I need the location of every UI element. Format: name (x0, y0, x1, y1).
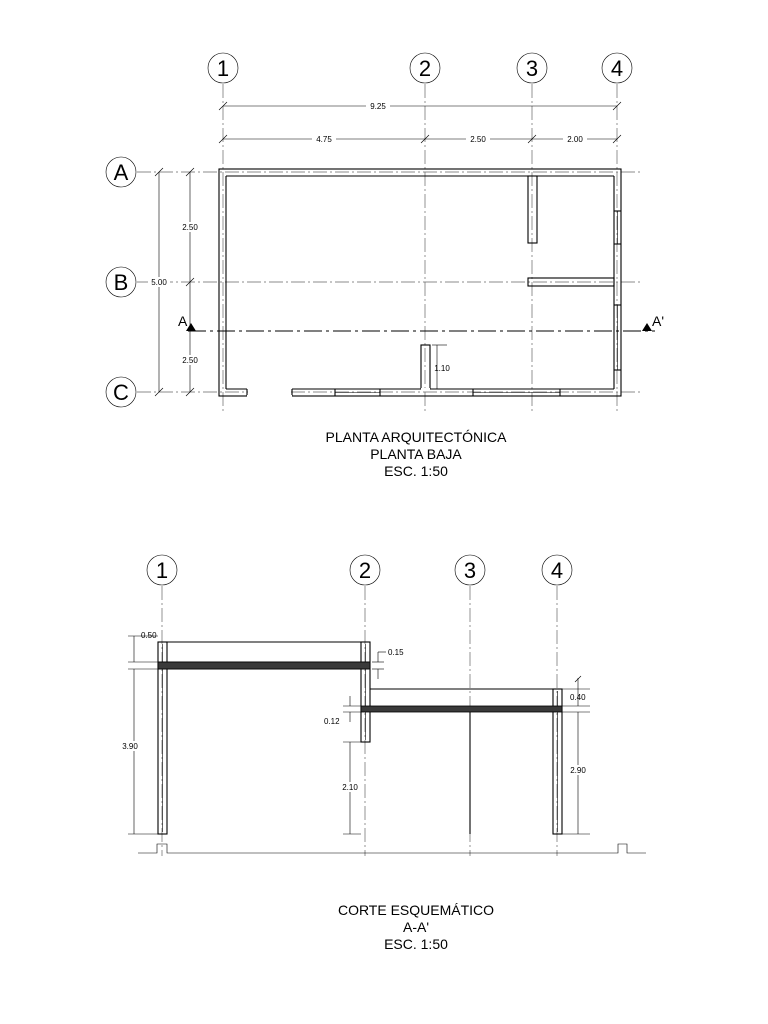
dim-bay-2-3: 2.50 (470, 135, 486, 144)
plan-axis-2-label: 2 (418, 56, 432, 81)
dim-bay-1-2: 4.75 (316, 135, 332, 144)
section-dim-door (339, 742, 361, 834)
plan-axis-2 (410, 53, 440, 83)
plan-caption-scale: ESC. 1:50 (384, 463, 448, 479)
section-dim-parapet-right (562, 676, 590, 706)
section-caption-scale: ESC. 1:50 (384, 936, 448, 952)
dim-wall-stub: 1.10 (434, 364, 450, 373)
section-arrow-left (186, 323, 196, 331)
dim-total-x: 9.25 (370, 102, 386, 111)
section-axis-1 (147, 555, 177, 585)
section-axis-1-label: 1 (155, 558, 169, 583)
dim-slab-right: 0.12 (324, 717, 340, 726)
section-mark-left: A (178, 313, 188, 329)
section-axis-3 (455, 555, 485, 585)
dim-door: 2.10 (342, 783, 358, 792)
dim-bay-3-4: 2.00 (567, 135, 583, 144)
section-dim-height-total (118, 669, 158, 834)
dim-total-y: 5.00 (151, 278, 167, 287)
dim-parapet-left: 0.50 (141, 631, 157, 640)
plan-caption-title: PLANTA ARQUITECTÓNICA (325, 429, 507, 445)
dim-height-right: 2.90 (570, 766, 586, 775)
section-mark-right: A' (652, 313, 665, 329)
section-high-block (158, 642, 370, 834)
section-dim-height-right (562, 712, 590, 834)
section-axis-4 (542, 555, 572, 585)
plan-axis-4 (602, 53, 632, 83)
section-dim-slab-left (372, 648, 404, 679)
plan-axis-3 (517, 53, 547, 83)
section-view (118, 555, 646, 952)
dim-bay-B-C: 2.50 (182, 356, 198, 365)
plan-axis-1-label: 1 (216, 56, 230, 81)
section-caption-title: CORTE ESQUEMÁTICO (337, 902, 495, 918)
ground-line (138, 844, 646, 853)
dim-slab-left: 0.15 (388, 648, 404, 657)
dim-bay-A-B: 2.50 (182, 223, 198, 232)
plan-axis-B (106, 267, 136, 297)
section-dim-slab-right (324, 696, 361, 726)
plan-caption-subtitle: PLANTA BAJA (370, 446, 462, 462)
plan-axis-1 (208, 53, 238, 83)
plan-axis-C (106, 377, 136, 407)
section-dim-parapet-left (128, 631, 158, 662)
section-axis-2-label: 2 (358, 558, 372, 583)
plan-walls (219, 169, 621, 400)
plan-axis-B-label: B (113, 270, 129, 295)
plan-dim-wall-stub (432, 345, 450, 389)
section-low-block (361, 689, 562, 834)
section-axis-2 (350, 555, 380, 585)
plan-axis-C-label: C (113, 380, 129, 405)
plan-axis-A (106, 157, 136, 187)
plan-dim-total-x (219, 101, 621, 111)
section-caption-subtitle: A-A' (402, 919, 430, 935)
plan-dim-total-y (148, 168, 170, 396)
plan-axis-4-label: 4 (610, 56, 624, 81)
plan-axis-A-label: A (113, 160, 129, 185)
plan-dim-bays-x (219, 134, 621, 144)
dim-height-total: 3.90 (122, 742, 138, 751)
section-arrow-right (642, 323, 652, 331)
plan-axis-3-label: 3 (525, 56, 539, 81)
section-axis-4-label: 4 (550, 558, 564, 583)
dim-parapet-right: 0.40 (570, 693, 586, 702)
section-axis-3-label: 3 (463, 558, 477, 583)
floor-plan (106, 53, 664, 479)
